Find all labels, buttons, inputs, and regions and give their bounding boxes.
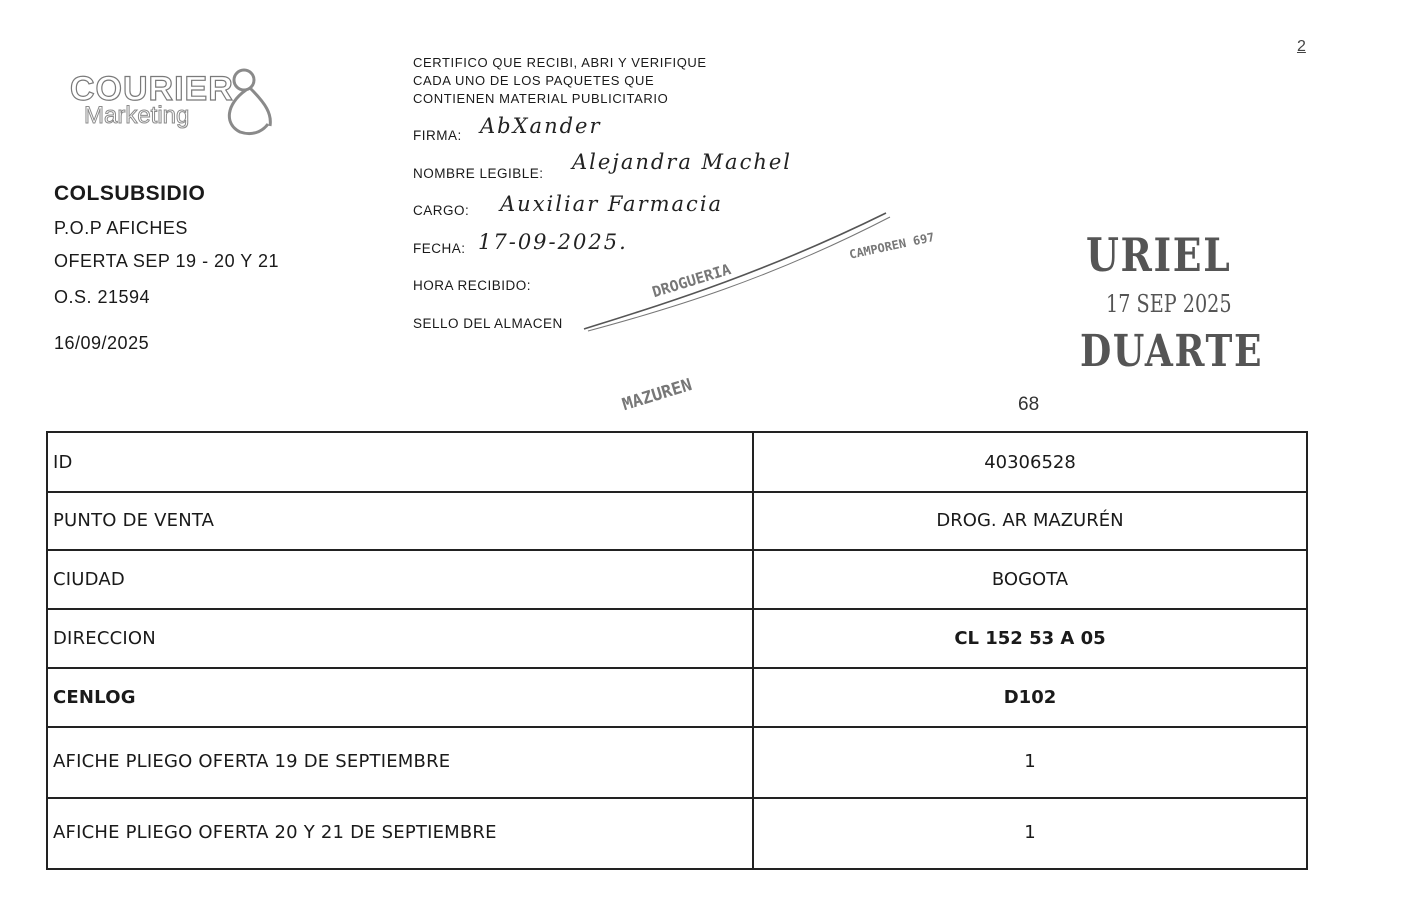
row-value: CL 152 53 A 05 [954,627,1106,649]
table-row [48,797,1306,868]
delivery-table [46,431,1308,870]
table-row [48,433,1306,493]
row-value: D102 [1003,686,1057,708]
service-order: O.S. 21594 [54,287,151,307]
row-value: 40306528 [984,451,1076,473]
stamp-uriel: URIEL [1086,228,1232,282]
field-label-hora: HORA RECIBIDO: [413,278,532,293]
certification-line-1: CERTIFICO QUE RECIBI, ABRI Y VERIFIQUE [413,55,707,70]
material-type: P.O.P AFICHES [54,218,188,238]
certification-line-3: CONTIENEN MATERIAL PUBLICITARIO [413,91,669,106]
courier-marketing-logo [66,62,286,142]
signature-stroke-icon [580,205,900,335]
offer-title: OFERTA SEP 19 - 20 Y 21 [54,251,279,271]
stamp-date: 17 SEP 2025 [1106,290,1232,318]
table-row [48,491,1306,551]
row-label: DIRECCION [48,609,754,667]
row-value: BOGOTA [991,568,1069,590]
stamp-diagonal-text-2: MAZUREN [620,375,695,416]
table-row [48,609,1306,669]
row-label: AFICHE PLIEGO OFERTA 20 Y 21 DE SEPTIEMBRE [48,797,754,868]
row-label: ID [48,433,754,491]
row-value: 1 [1024,751,1036,772]
certification-text [413,54,793,108]
certification-line-2: CADA UNO DE LOS PAQUETES QUE [413,73,655,88]
field-label-sello: SELLO DEL ALMACEN [413,316,563,331]
stamp-diagonal-text-3: CAMPOREN 697 [848,229,936,262]
table-row [48,668,1306,728]
stamp-duarte: DUARTE [1080,326,1264,377]
page-marker: 2 [1297,38,1306,55]
table-row [48,550,1306,610]
logo-marketing-text: Marketing [84,102,190,129]
field-label-nombre: NOMBRE LEGIBLE: [413,166,544,181]
row-label: CIUDAD [48,550,754,608]
legible-name-value: Alejandra Machel [572,150,792,174]
logo-courier-text: COURIER [70,70,234,108]
stamp-diagonal-text-1: DROGUERIA [650,260,733,302]
field-label-firma: FIRMA: [413,128,462,143]
table-row [48,726,1306,799]
document-date: 16/09/2025 [54,333,150,353]
row-label: AFICHE PLIEGO OFERTA 19 DE SEPTIEMBRE [48,726,754,797]
signature-value: AbXander [480,114,602,138]
field-label-fecha: FECHA: [413,241,466,256]
logo-ampersand-icon [216,64,280,138]
row-label: CENLOG [48,668,754,726]
row-value: DROG. AR MAZURÉN [936,509,1124,531]
row-label: PUNTO DE VENTA [48,491,754,549]
company-name: COLSUBSIDIO [54,182,206,205]
package-count: 68 [1018,394,1040,415]
date-received-value: 17-09-2025. [478,230,628,254]
position-value: Auxiliar Farmacia [500,192,724,216]
field-label-cargo: CARGO: [413,203,470,218]
row-value: 1 [1024,822,1036,843]
